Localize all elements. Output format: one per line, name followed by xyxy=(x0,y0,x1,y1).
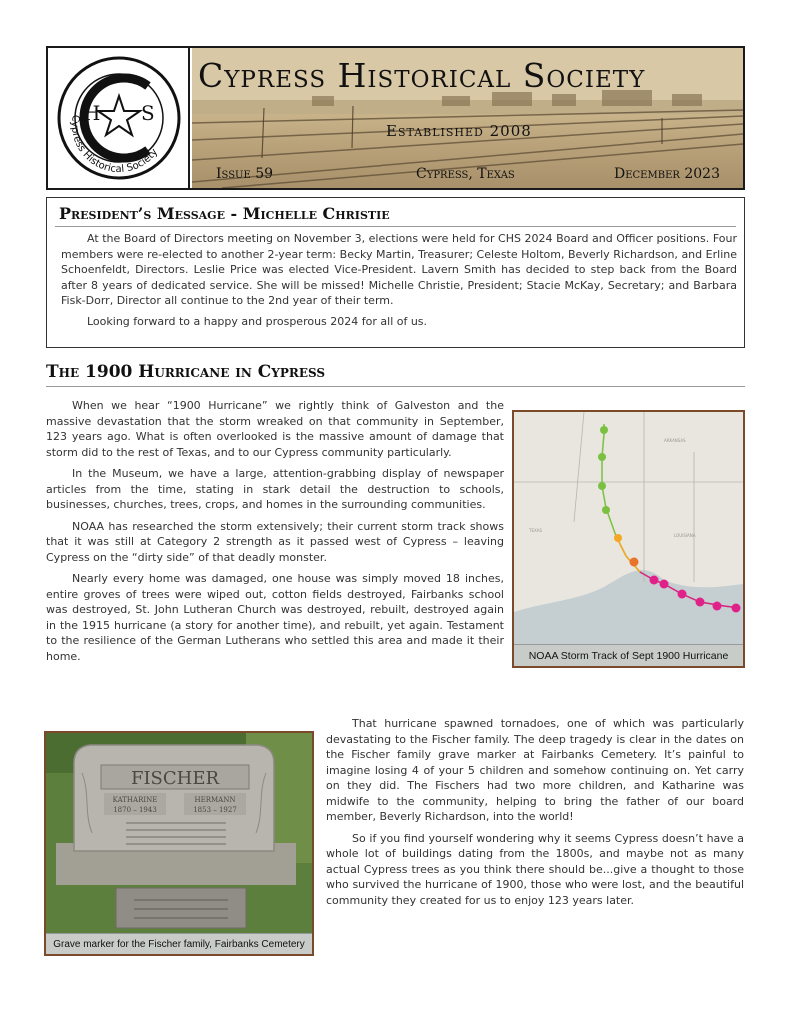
photo-caption: Grave marker for the Fischer family, Fairbanks Cemetery xyxy=(46,933,312,954)
established-label: Established 2008 xyxy=(386,122,532,140)
paragraph: When we hear “1900 Hurricane” we rightly think of Galveston and the massive devastation that the storm wreaked on that community in September, 123 years ago. What is often overlooked is the massive amount of damage that storm did to the rest of Texas, and to our Cypress community particularly. xyxy=(46,399,504,459)
stone-left-years: 1870 – 1943 xyxy=(113,806,157,814)
issue-date: December 2023 xyxy=(614,166,720,182)
track-point xyxy=(650,576,659,585)
track-point xyxy=(696,598,705,607)
paragraph: That hurricane spawned tornadoes, one of which was particularly devastating to the Fischer family. The deep tragedy is clear in the dates on the Fischer family grave marker at Fairbanks Cemetery. It’s painful to imagine losing 4 of your 5 children and somehow continuing on. Yet carry on they did. The Fischers had two more children, and Katharine was midwife to the community, helping to bring the father of our board member, Beverly Richardson, into the world! xyxy=(326,717,744,823)
logo-letter-h: H xyxy=(83,101,101,125)
svg-text:LOUISIANA: LOUISIANA xyxy=(674,533,696,538)
stone-right-name: HERMANN xyxy=(194,796,236,804)
logo-emblem xyxy=(48,48,190,188)
track-point xyxy=(614,534,622,542)
logo-letter-s: S xyxy=(141,101,155,125)
track-point xyxy=(732,604,741,613)
track-point xyxy=(678,590,687,599)
presidents-message xyxy=(46,197,745,348)
grave-photo-image xyxy=(46,733,312,933)
issue-number: Issue 59 xyxy=(216,166,274,182)
track-point xyxy=(660,580,669,589)
divider xyxy=(55,226,736,227)
divider xyxy=(46,386,745,387)
logo-ring-text: Cypress Historical Society xyxy=(68,113,161,176)
paragraph: Nearly every home was damaged, one house was simply moved 18 inches, entire groves of trees were wiped out, cotton fields destroyed, Fairbanks school was destroyed, St. John Lutheran Church was destroyed, rebuilt, destroyed again in the 1915 hurricane (a story for another time), and rebuilt, yet again. Testament to the resilience of the German Lutherans who settled this area and made it their home. xyxy=(46,572,504,663)
track-point xyxy=(598,482,606,490)
track-point xyxy=(598,453,606,461)
svg-text:TEXAS: TEXAS xyxy=(529,528,542,533)
paragraph: Looking forward to a happy and prosperous 2024 for all of us. xyxy=(87,314,428,328)
svg-text:ARKANSAS: ARKANSAS xyxy=(664,438,686,443)
paragraph: So if you find yourself wondering why it seems Cypress doesn’t have a whole lot of buildings dating from the 1800s, and maybe not as many actual Cypress trees as you think there should be...give a thought to those who survived the hurricane of 1900, those who were lost, and the beautiful community they created for us to enjoy 123 years later. xyxy=(326,831,744,907)
presidents-message-heading: President’s Message - Michelle Christie xyxy=(59,204,390,223)
map-caption: NOAA Storm Track of Sept 1900 Hurricane xyxy=(514,644,743,666)
society-logo xyxy=(48,48,190,188)
paragraph: In the Museum, we have a large, attention-grabbing display of newspaper articles from the time, stating in stark detail the destruction to schools, businesses, churches, trees, crops, and homes in the surrounding communities. xyxy=(46,467,504,511)
track-point xyxy=(602,506,610,514)
article-column-bottom xyxy=(326,716,744,908)
stone-surname: FISCHER xyxy=(130,768,220,789)
paragraph: NOAA has researched the storm extensively; their current storm track shows that it was still at Category 2 strength as it passed west of Cypress – leaving Cypress on the “dirty side” of that deadly monster. xyxy=(46,519,504,564)
grave-marker-photo xyxy=(44,731,314,956)
track-point xyxy=(713,602,722,611)
map-image xyxy=(514,412,743,644)
article-heading: The 1900 Hurricane in Cypress xyxy=(46,362,326,382)
masthead xyxy=(46,46,745,190)
track-point xyxy=(630,558,639,567)
stone-left-name: KATHARINE xyxy=(112,796,158,804)
location-label: Cypress, Texas xyxy=(416,166,515,182)
newsletter-title: Cypress Historical Society xyxy=(198,56,646,95)
presidents-message-body xyxy=(61,231,737,329)
paragraph: At the Board of Directors meeting on November 3, elections were held for CHS 2024 Board and Officer positions. Four members were re-elected to another 2-year term: Becky Martin, Treasurer; Celeste Holtom, Beverly Richardson, and Erline Schoenfeldt, Directors. Leslie Price was elected Vice-President. Lavern Smith has decided to step back from the Board after 8 years of dedicated service. She will be missed! Michelle Christie, President; Stacie McKay, Secretary; and Barbara Fisk-Dorr, Director all continue to the 2nd year of their term. xyxy=(61,232,737,307)
article-column-top xyxy=(46,398,504,664)
stone-right-years: 1853 – 1927 xyxy=(193,806,237,814)
track-point xyxy=(600,426,608,434)
storm-track-map xyxy=(512,410,745,668)
